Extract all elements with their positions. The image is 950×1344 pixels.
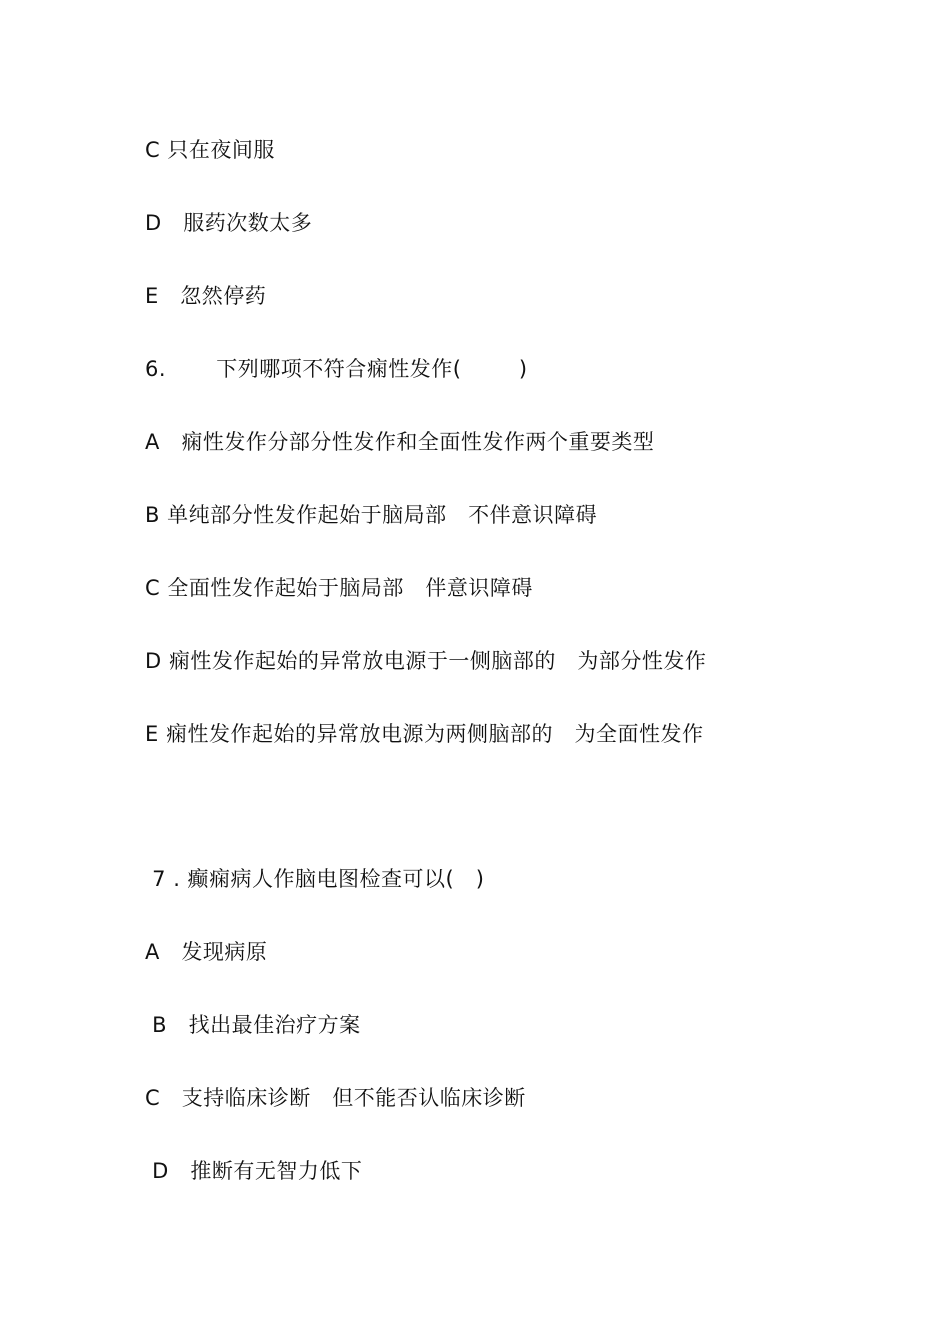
option-c-q5: C 只在夜间服 [145, 138, 275, 162]
option-a-q7: A 发现病原 [145, 940, 268, 964]
option-b-q7: B 找出最佳治疗方案 [145, 1013, 361, 1037]
question-7: 7 . 癫痫病人作脑电图检查可以( ) [145, 867, 485, 891]
option-d-q7: D 推断有无智力低下 [145, 1159, 363, 1183]
option-a-q6: A 痫性发作分部分性发作和全面性发作两个重要类型 [145, 430, 655, 454]
option-c-q7: C 支持临床诊断 但不能否认临床诊断 [145, 1086, 526, 1110]
option-e-q6: E 痫性发作起始的异常放电源为两侧脑部的 为全面性发作 [145, 722, 704, 746]
question-6: 6. 下列哪项不符合痫性发作( ) [145, 357, 528, 381]
option-e-q5: E 忽然停药 [145, 284, 267, 308]
option-d-q5: D 服药次数太多 [145, 211, 313, 235]
option-b-q6: B 单纯部分性发作起始于脑局部 不伴意识障碍 [145, 503, 598, 527]
option-c-q6: C 全面性发作起始于脑局部 伴意识障碍 [145, 576, 533, 600]
option-d-q6: D 痫性发作起始的异常放电源于一侧脑部的 为部分性发作 [145, 649, 707, 673]
